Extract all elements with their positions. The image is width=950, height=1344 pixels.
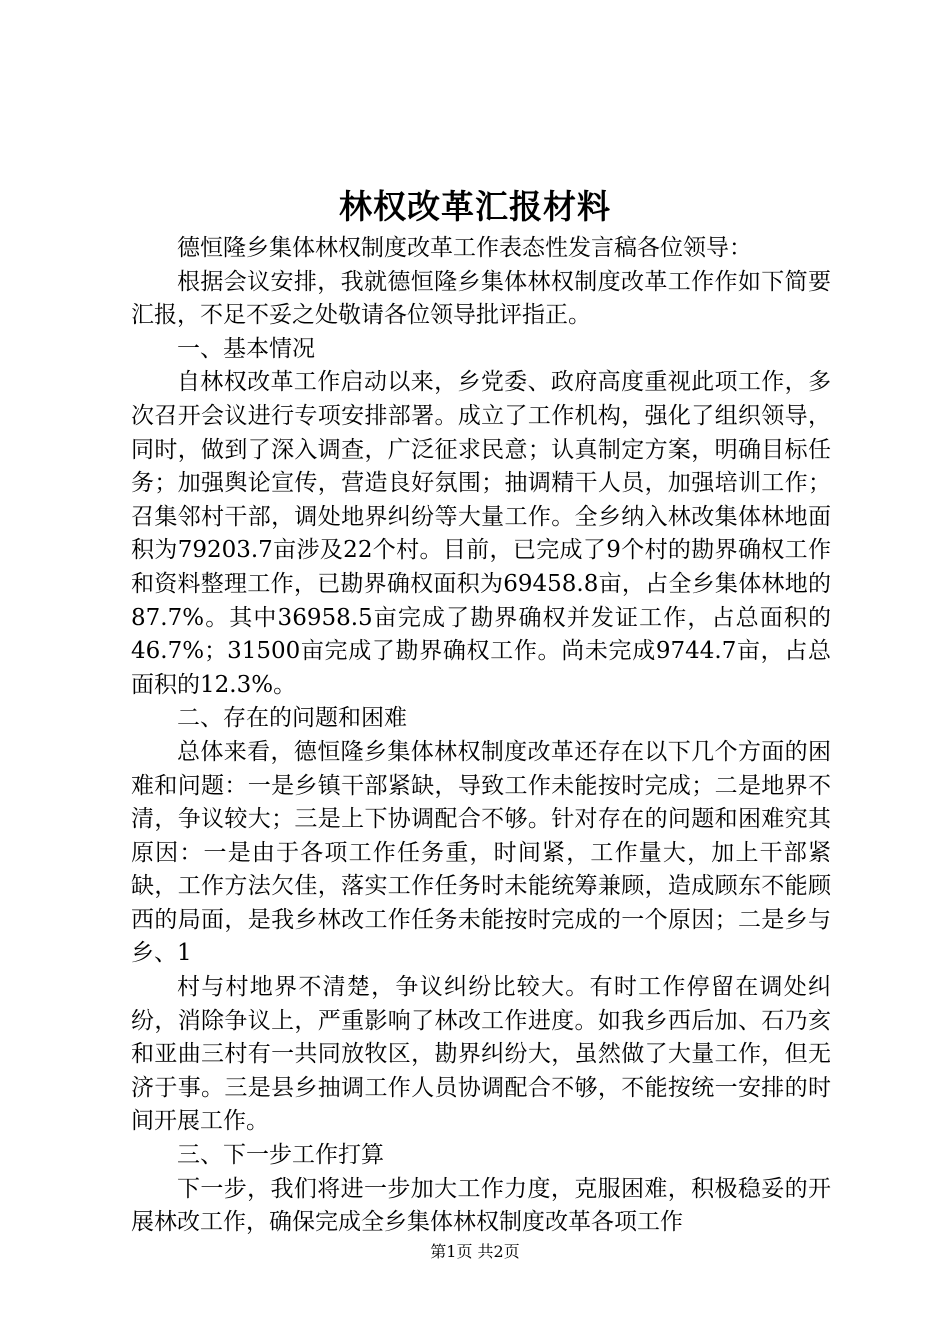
- section-heading-problems: 二、存在的问题和困难: [177, 705, 407, 732]
- section-heading-basic: 一、基本情况: [177, 335, 315, 362]
- paragraph-problems-cont: 村与村地界不清楚，争议纠纷比较大。有时工作停留在调处纠纷，消除争议上，严重影响了林改工作进度。如我乡西后加、石乃亥和亚曲三村有一共同放牧区，勘界纠纷大，虽然做了大量工作，但无济于事。三是县乡抽调工作人员协调配合不够，不能按统一安排的时间开展工作。: [131, 974, 831, 1135]
- paragraph-intro: 根据会议安排，我就德恒隆乡集体林权制度改革工作作如下简要汇报，不足不妥之处敬请各位领导批评指正。: [131, 268, 831, 329]
- paragraph-next-steps: 下一步，我们将进一步加大工作力度，克服困难，积极稳妥的开展林改工作，确保完成全乡集体林权制度改革各项工作: [131, 1175, 831, 1236]
- page-number-footer: 第1页 共2页: [430, 1242, 520, 1261]
- document-title: 林权改革汇报材料: [339, 187, 611, 226]
- paragraph-basic-situation: 自林权改革工作启动以来，乡党委、政府高度重视此项工作，多次召开会议进行专项安排部署。成立了工作机构，强化了组织领导，同时，做到了深入调查，广泛征求民意；认真制定方案，明确目标任务；加强舆论宣传，营造良好氛围；抽调精干人员，加强培训工作；召集邻村干部，调处地界纠纷等大量工作。全乡纳入林改集体林地面积为79203.7亩涉及22个村。目前，已完成了9个村的勘界确权工作和资料整理工作，已勘界确权面积为69458.8亩，占全乡集体林地的87.7%。其中36958.5亩完成了勘界确权并发证工作，占总面积的46.7%；31500亩完成了勘界确权工作。尚未完成9744.7亩，占总面积的12.3%。: [131, 369, 831, 698]
- paragraph-problems: 总体来看，德恒隆乡集体林权制度改革还存在以下几个方面的困难和问题：一是乡镇干部紧缺，导致工作未能按时完成；二是地界不清，争议较大；三是上下协调配合不够。针对存在的问题和困难究其原因：一是由于各项工作任务重，时间紧，工作量大，加上干部紧缺，工作方法欠佳，落实工作任务时未能统筹兼顾，造成顾东不能顾西的局面，是我乡林改工作任务未能按时完成的一个原因；二是乡与乡、1: [131, 738, 831, 967]
- paragraph-greeting: 德恒隆乡集体林权制度改革工作表态性发言稿各位领导：: [177, 235, 752, 261]
- section-heading-next-steps: 三、下一步工作打算: [177, 1142, 384, 1169]
- document-body: [131, 232, 831, 1240]
